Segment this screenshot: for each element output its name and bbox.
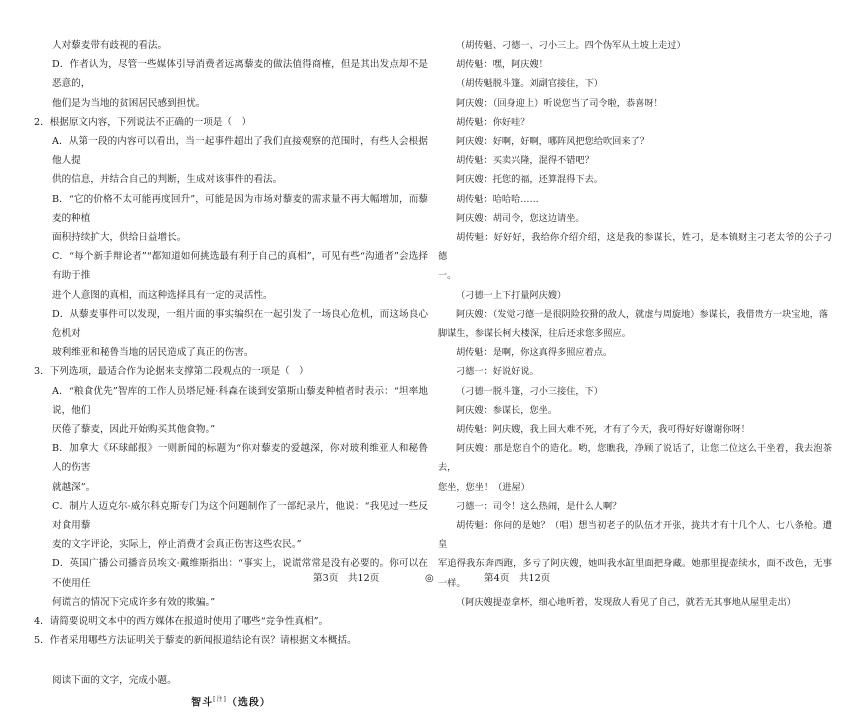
play-dialogue-line: 胡传魁：阿庆嫂，我上回大难不死，才有了今天，我可得好好谢谢你呀！ (456, 424, 750, 436)
left-page-number: 第3页 共12页 (313, 573, 380, 584)
play-title-note: [注] (213, 695, 227, 703)
play-dialogue-line: 胡传魁：买卖兴隆，混得不错吧？ (456, 155, 594, 167)
play-dialogue-line: 您坐，您坐！（进屋） (438, 481, 530, 493)
question-text-line: 面积持续扩大，供给日益增长。 (52, 232, 187, 244)
question-text-line: 就越深”。 (52, 481, 96, 493)
question-text-line: 2．根据原文内容，下列说法不正确的一项是（ ） (34, 116, 252, 128)
play-dialogue-line: 胡传魁：你问的是她？（唱）想当初老子的队伍才开张，拢共才有十几个人、七八条枪。遭皇 (438, 520, 832, 551)
play-dialogue-line: 胡传魁：好好好，我给你介绍介绍，这是我的参谋长，姓刁，是本镇财主刁老太爷的公子刁德 (438, 232, 832, 263)
question-text-line: 厌倦了藜麦，因此开始购买其他食物。” (52, 424, 216, 436)
play-dialogue-line: （胡传魁、刁德一、刁小三上。四个伪军从土坡上走过） (456, 40, 686, 51)
play-dialogue-line: 阿庆嫂：那是您自个的造化。哟，您瞧我，净顾了说话了，让您二位这么干坐着，我去泡茶去， (438, 443, 832, 474)
reading-prompt: 阅读下面的文字，完成小题。 (52, 674, 177, 686)
question-text-line: 人对藜麦带有歧视的看法。 (52, 40, 168, 51)
question-text-line: D．英国广播公司播音员埃文·戴维斯指出：“事实上，说谎常常是没有必要的。你可以在不使用任 (52, 558, 428, 589)
question-text-line: 5．作者采用哪些方法证明关于藜麦的新闻报道结论有误？请根据文本概括。 (34, 635, 357, 647)
play-dialogue-line: 胡传魁：哈哈哈…… (456, 193, 539, 205)
play-dialogue-line: 胡传魁：你好哇？ (456, 116, 530, 128)
play-dialogue-line: 阿庆嫂：托您的福，还算混得下去。 (456, 174, 603, 186)
question-text-line: B．加拿大《环球邮报》一则新闻的标题为“你对藜麦的爱越深，你对玻利维亚人和秘鲁人的伤害 (52, 443, 428, 474)
play-dialogue-line: 刁德一：司令！这么热闹，是什么人啊？ (456, 500, 622, 512)
play-dialogue-line: （刁德一上下打量阿庆嫂） (456, 289, 567, 301)
question-text-line: C．“每个新手辩论者”“都知道如何挑选最有利于自己的真相”，可见有些“沟通者”会选择有助于推 (52, 251, 428, 282)
play-dialogue-line: 阿庆嫂：（发觉刁德一是很阴险狡猾的敌人，就虚与周旋地）参谋长，我借贵方一块宝地，落 (456, 308, 829, 320)
left-column (34, 36, 428, 712)
right-column (438, 36, 832, 612)
question-text-line: 3．下列选项，最适合作为论据来支撑第二段观点的一项是（ ） (34, 366, 309, 378)
play-dialogue-line: 军追得我东奔西跑，多亏了阿庆嫂，她叫我水缸里面把身藏。她那里提壶续水，面不改色，无事一样。 (438, 558, 832, 589)
question-text-line: A．从第一段的内容可以看出，当一起事件超出了我们直接观察的范围时，有些人会根据他人提 (52, 136, 428, 167)
play-dialogue-line: 胡传魁：是啊，你这真得多照应着点。 (456, 347, 613, 359)
binding-mark-icon: ◎ (425, 573, 434, 584)
question-text-line: D．从藜麦事件可以发现，一组片面的事实编织在一起引发了一场良心危机，而这场良心危机对 (52, 308, 428, 340)
play-title-main: 智斗 (191, 697, 214, 709)
question-text-line: D．作者认为，尽管一些媒体引导消费者远离藜麦的做法值得商榷，但是其出发点却不是恶意的， (52, 59, 428, 90)
question-text-line: 4．请简要说明文本中的西方媒体在报道时使用了哪些“竞争性真相”。 (34, 616, 329, 628)
question-text-line: B．“它的价格不太可能再度回升”，可能是因为市场对藜麦的需求量不再大幅增加，而藜麦的种植 (52, 193, 428, 224)
question-text-line: 进个人意图的真相，而这种选择具有一定的灵活性。 (52, 289, 273, 301)
right-page-number: 第4页 共12页 (484, 573, 551, 584)
question-text-line: 何谎言的情况下完成许多有效的欺骗。” (52, 596, 216, 608)
play-dialogue-line: 一。 (438, 270, 457, 282)
question-text-line: C．制片人迈克尔·威尔科克斯专门为这个问题制作了一部纪录片，他说：“我见过一些反对食用藜 (52, 500, 428, 532)
play-title (34, 690, 428, 712)
play-dialogue-line: 胡传魁：嘿，阿庆嫂！ (456, 59, 548, 71)
play-dialogue-line: 阿庆嫂：（回身迎上）听说您当了司令啦，恭喜呀！ (456, 97, 663, 109)
play-dialogue-line: 脚谋生，参谋长柯大楼深，往后还求您多照应。 (438, 328, 631, 340)
play-title-suffix: （选段） (226, 697, 271, 709)
question-text-line: 供的信息，并结合自己的判断，生成对该事件的看法。 (52, 174, 283, 186)
question-text-line: 麦的文字评论，实际上，停止消费才会真正伤害这些农民。” (52, 539, 302, 551)
play-dialogue-line: 刁德一：好说好说。 (456, 366, 539, 378)
play-dialogue-line: 阿庆嫂：好啊，好啊，哪阵风把您给吹回来了？ (456, 136, 649, 148)
play-dialogue-line: （胡传魁脱斗篷。刘副官接住，下） (456, 78, 603, 90)
question-text-line: 他们是为当地的贫困居民感到担忧。 (52, 97, 206, 109)
question-text-line: 玻利维亚和秘鲁当地的居民造成了真正的伤害。 (52, 347, 254, 359)
play-dialogue-line: 阿庆嫂：参谋长，您坐。 (456, 404, 558, 416)
play-dialogue-line: （刁德一脱斗篷，刁小三接住，下） (456, 385, 603, 397)
section-gap (34, 651, 428, 671)
question-text-line: A．“粮食优先”智库的工作人员塔尼娅·科森在谈到安第斯山藜麦种植者时表示：“坦率地说，他们 (52, 385, 428, 416)
page-footer (0, 570, 860, 588)
play-dialogue-line: 阿庆嫂：胡司令，您这边请坐。 (456, 212, 585, 224)
play-dialogue-line: （阿庆嫂提壶拿杯，细心地听着，发现敌人看见了自己，就若无其事地从屋里走出） (456, 596, 796, 608)
